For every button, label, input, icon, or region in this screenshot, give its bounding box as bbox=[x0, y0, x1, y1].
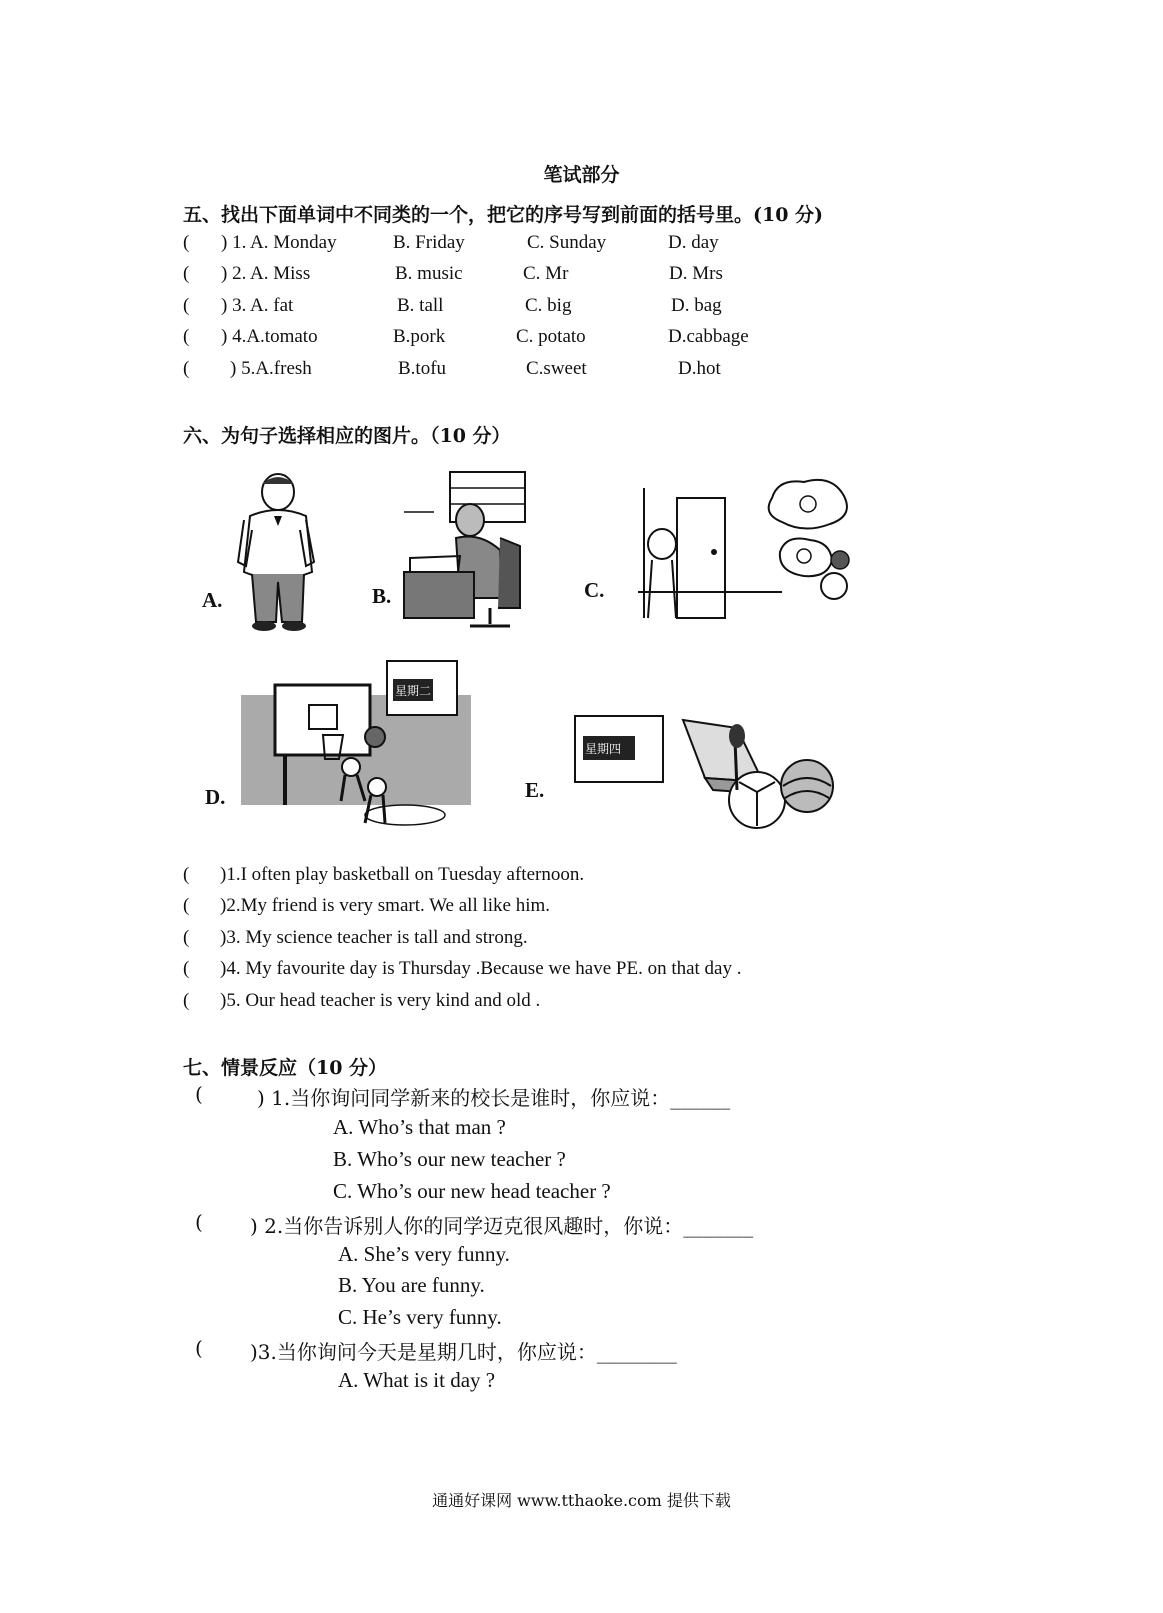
option-c: C. big bbox=[525, 295, 572, 316]
picture-c: C. bbox=[582, 468, 862, 628]
page-heading: 笔试部分 bbox=[543, 164, 620, 186]
question-number: ) 1. A. Monday bbox=[221, 232, 337, 253]
option-b: B. You are funny. bbox=[338, 1273, 485, 1297]
question-number: ) 4.A.tomato bbox=[221, 326, 318, 347]
page-footer: 通通好课网 www.tthaoke.com 提供下载 bbox=[432, 1491, 731, 1510]
picture-d: D. 星期二 bbox=[205, 655, 475, 835]
option-d: D. day bbox=[668, 232, 719, 253]
question-number: ) 5.A.fresh bbox=[230, 358, 312, 379]
option-d: D. bag bbox=[671, 295, 722, 316]
sentence-5: )5. Our head teacher is very kind and old . bbox=[220, 990, 541, 1011]
teacher-at-desk-icon bbox=[370, 468, 530, 638]
option-a: A. She’s very funny. bbox=[338, 1242, 510, 1266]
basketball-tuesday-icon bbox=[205, 655, 475, 835]
question-number: ) 2. A. Miss bbox=[221, 263, 311, 284]
smart-student-icon bbox=[582, 468, 862, 628]
question-number: ) 3. A. fat bbox=[221, 295, 294, 316]
option-c: C. Mr bbox=[523, 263, 569, 284]
option-a: A. Who’s that man ? bbox=[333, 1115, 506, 1139]
section7-title: 七、情景反应（10 分） bbox=[183, 1057, 388, 1079]
thursday-pe-icon bbox=[525, 700, 865, 840]
option-b: B. Who’s our new teacher ? bbox=[333, 1147, 566, 1171]
sentence-1: )1.I often play basketball on Tuesday afternoon. bbox=[220, 864, 585, 885]
picture-e: E. 星期四 bbox=[525, 700, 865, 840]
option-d: D.cabbage bbox=[668, 326, 749, 347]
sentence-4: )4. My favourite day is Thursday .Because we have PE. on that day . bbox=[220, 958, 742, 979]
fat-man-icon bbox=[200, 470, 330, 640]
section5-title: 五、找出下面单词中不同类的一个，把它的序号写到前面的括号里。(10 分) bbox=[183, 204, 824, 226]
option-d: D. Mrs bbox=[669, 263, 723, 284]
picture-b: B. bbox=[370, 468, 530, 638]
question-text: ) 1.当你询问同学新来的校长是谁时，你应说：______ bbox=[257, 1086, 731, 1110]
sentence-3: )3. My science teacher is tall and strong. bbox=[220, 927, 528, 948]
section6-title: 六、为句子选择相应的图片。（10 分） bbox=[183, 425, 511, 447]
option-b: B. Friday bbox=[393, 232, 465, 253]
option-c: C. Who’s our new head teacher ? bbox=[333, 1179, 611, 1203]
calendar-thursday-label: 星期四 bbox=[585, 742, 622, 756]
question-text: ) 2.当你告诉别人你的同学迈克很风趣时，你说：_______ bbox=[250, 1214, 754, 1238]
option-c: C. potato bbox=[516, 326, 586, 347]
option-d: D.hot bbox=[678, 358, 721, 379]
option-c: C.sweet bbox=[526, 358, 587, 379]
option-a: A. What is it day ? bbox=[338, 1368, 496, 1392]
calendar-tuesday-label: 星期二 bbox=[395, 684, 432, 698]
option-b: B. music bbox=[395, 263, 463, 284]
option-b: B.tofu bbox=[398, 358, 447, 379]
question-text: )3.当你询问今天是星期几时，你应说：________ bbox=[250, 1340, 677, 1364]
option-b: B. tall bbox=[397, 295, 444, 316]
option-c: C. He’s very funny. bbox=[338, 1305, 502, 1329]
sentence-2: )2.My friend is very smart. We all like him. bbox=[220, 895, 551, 916]
option-b: B.pork bbox=[393, 326, 446, 347]
option-c: C. Sunday bbox=[527, 232, 607, 253]
picture-a: A. bbox=[200, 470, 330, 640]
